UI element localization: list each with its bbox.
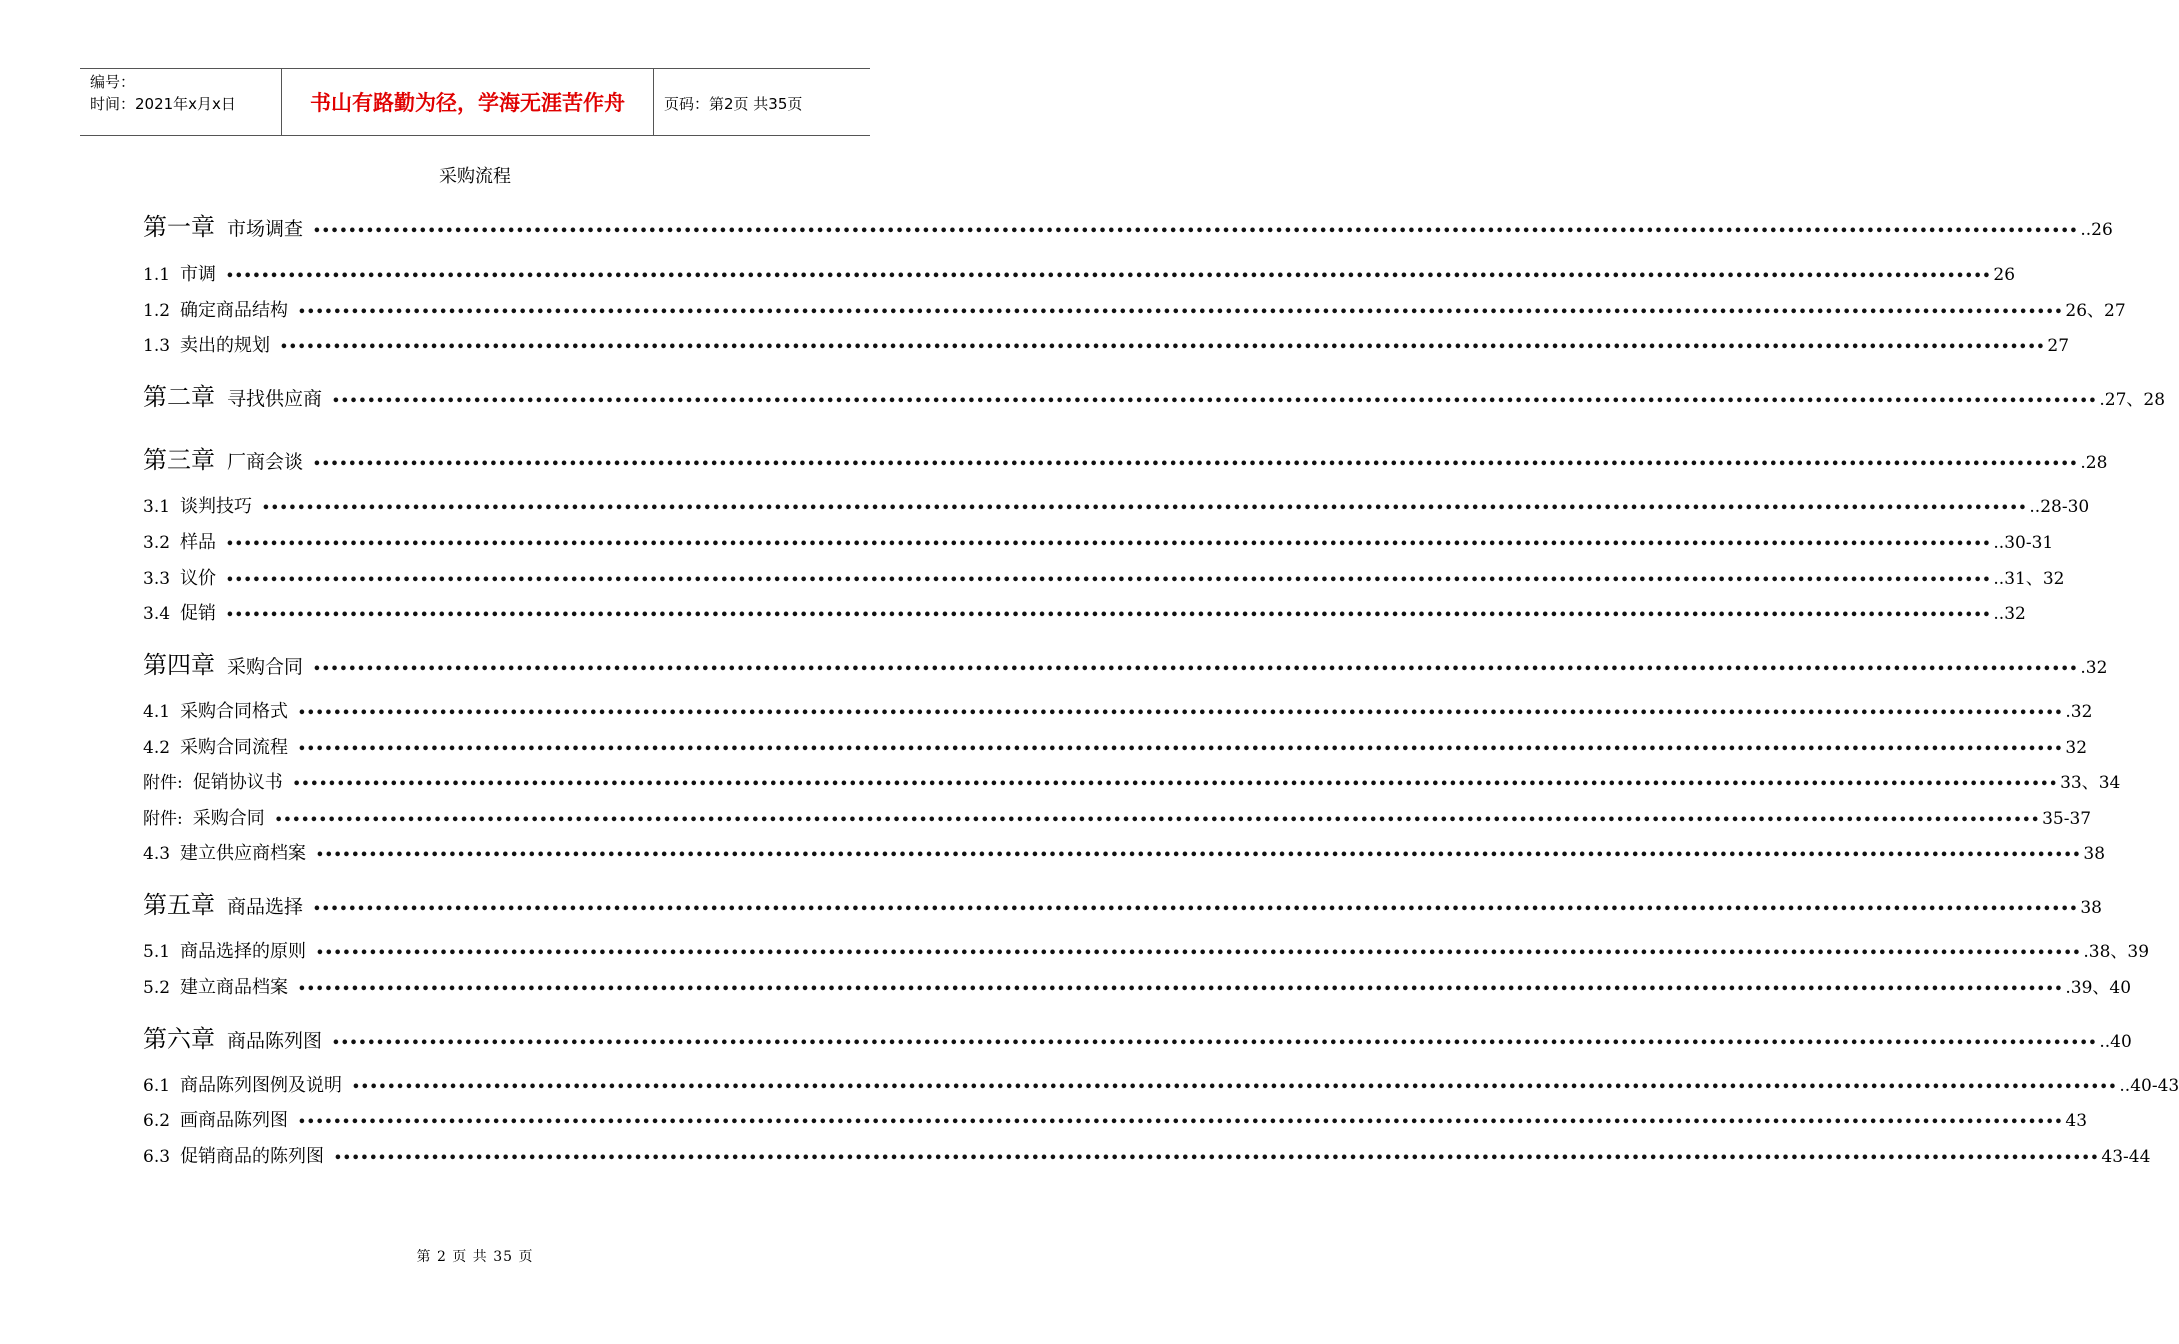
toc-page-number: ..31、32 (1993, 569, 2065, 589)
toc-entry-label (143, 1019, 322, 1054)
page-footer: 第 2 页 共 35 页 (416, 1249, 534, 1265)
toc-dot-leader: •••••••••••••••••••••••••••••••••••••••••••••••••••••••••••••••••••••••••••••••••••••••••••••••••••••••••••••••••••••••••••••••••••••••••••••••••••••••••••••••••••••••••••••••••••••••••••••••••••••••• (334, 1151, 2100, 1166)
toc-section-entry (143, 768, 2121, 794)
toc-dot-leader: •••••••••••••••••••••••••••••••••••••••••••••••••••••••••••••••••••••••••••••••••••••••••••••••••••••••••••••••••••••••••••••••••••••••••••••••••••••••••••••••••••••••••••••••••••••••••••••••••••••••• (313, 902, 2079, 917)
toc-chapter-entry (143, 885, 2102, 920)
toc-section-entry (143, 733, 2088, 759)
toc-chapter-title: 采购合同 (227, 656, 304, 678)
header-motto: 书山有路勤为径，学海无涯苦作舟 (310, 90, 625, 115)
toc-section-number: 3.1 (143, 497, 171, 517)
toc-section-title: 谈判技巧 (180, 496, 253, 517)
toc-page-number: ..40-43 (2119, 1076, 2179, 1096)
toc-page-number: 38 (2083, 844, 2106, 864)
toc-chapter-entry (143, 207, 2113, 242)
toc-chapter-entry (143, 645, 2108, 680)
toc-dot-leader: •••••••••••••••••••••••••••••••••••••••••••••••••••••••••••••••••••••••••••••••••••••••••••••••••••••••••••••••••••••••••••••••••••••••••••••••••••••••••••••••••••••••••••••••••••••••••••••••••••••••• (352, 1080, 2118, 1095)
toc-section-title: 商品陈列图例及说明 (180, 1075, 343, 1096)
toc-page-number: 26 (1993, 265, 2016, 285)
toc-section-title: 促销协议书 (192, 772, 283, 793)
toc-section-title: 画商品陈列图 (180, 1110, 289, 1131)
toc-section-number: 附件: (143, 773, 183, 793)
toc-entry-label (143, 331, 270, 357)
toc-section-title: 建立商品档案 (180, 977, 289, 998)
toc-chapter-entry (143, 1019, 2132, 1054)
toc-entry-label (143, 645, 303, 680)
header-divider (653, 69, 654, 135)
toc-page-number: .39、40 (2065, 978, 2132, 998)
toc-section-entry (143, 973, 2132, 999)
toc-entry-label (143, 599, 216, 625)
toc-chapter-number: 第二章 (143, 383, 215, 411)
toc-page-number: .28 (2080, 453, 2108, 473)
toc-dot-leader: •••••••••••••••••••••••••••••••••••••••••••••••••••••••••••••••••••••••••••••••••••••••••••••••••••••••••••••••••••••••••••••••••••••••••••••••••••••••••••••••••••••••••••••••••••••••••••••••••••••••• (292, 777, 2059, 792)
toc-dot-leader: •••••••••••••••••••••••••••••••••••••••••••••••••••••••••••••••••••••••••••••••••••••••••••••••••••••••••••••••••••••••••••••••••••••••••••••••••••••••••••••••••••••••••••••••••••••••••••••••••••••••• (280, 340, 2046, 355)
toc-section-entry (143, 697, 2093, 723)
toc-entry-label (143, 1142, 324, 1168)
toc-section-title: 建立供应商档案 (180, 843, 307, 864)
toc-dot-leader: •••••••••••••••••••••••••••••••••••••••••••••••••••••••••••••••••••••••••••••••••••••••••••••••••••••••••••••••••••••••••••••••••••••••••••••••••••••••••••••••••••••••••••••••••••••••••••••••••••••••• (298, 742, 2064, 757)
toc-section-number: 1.2 (143, 301, 171, 321)
toc-entry-label (143, 804, 265, 830)
toc-chapter-entry (143, 440, 2108, 475)
header-page-info: 页码：第2页 共35页 (664, 95, 803, 113)
toc-section-title: 市调 (180, 264, 217, 285)
toc-page-number: ..40 (2099, 1032, 2132, 1052)
toc-section-title: 议价 (180, 568, 217, 589)
toc-dot-leader: •••••••••••••••••••••••••••••••••••••••••••••••••••••••••••••••••••••••••••••••••••••••••••••••••••••••••••••••••••••••••••••••••••••••••••••••••••••••••••••••••••••••••••••••••••••••••••••••••••••••• (226, 608, 1992, 623)
toc-page-number: ..26 (2080, 220, 2113, 240)
toc-dot-leader: •••••••••••••••••••••••••••••••••••••••••••••••••••••••••••••••••••••••••••••••••••••••••••••••••••••••••••••••••••••••••••••••••••••••••••••••••••••••••••••••••••••••••••••••••••••••••••••••••••••••• (274, 813, 2041, 828)
toc-dot-leader: •••••••••••••••••••••••••••••••••••••••••••••••••••••••••••••••••••••••••••••••••••••••••••••••••••••••••••••••••••••••••••••••••••••••••••••••••••••••••••••••••••••••••••••••••••••••••••••••••••••••• (316, 848, 2082, 863)
toc-section-entry (143, 804, 2092, 830)
toc-page-number: 35-37 (2042, 809, 2092, 829)
toc-dot-leader: •••••••••••••••••••••••••••••••••••••••••••••••••••••••••••••••••••••••••••••••••••••••••••••••••••••••••••••••••••••••••••••••••••••••••••••••••••••••••••••••••••••••••••••••••••••••••••••••••••••••• (313, 662, 2079, 677)
toc-entry-label (143, 528, 216, 554)
toc-page-number: .32 (2080, 658, 2108, 678)
toc-section-entry (143, 331, 2070, 357)
toc-page-number: .32 (2065, 702, 2093, 722)
toc-section-number: 1.3 (143, 336, 171, 356)
toc-dot-leader: •••••••••••••••••••••••••••••••••••••••••••••••••••••••••••••••••••••••••••••••••••••••••••••••••••••••••••••••••••••••••••••••••••••••••••••••••••••••••••••••••••••••••••••••••••••••••••••••••••••••• (298, 305, 2064, 320)
toc-entry-label (143, 492, 252, 518)
toc-entry-label (143, 733, 288, 759)
toc-chapter-title: 市场调查 (227, 218, 304, 240)
toc-section-number: 3.4 (143, 604, 171, 624)
toc-section-title: 采购合同 (192, 808, 265, 829)
toc-page-number: ..30-31 (1993, 533, 2054, 553)
toc-entry-label (143, 1106, 288, 1132)
toc-chapter-number: 第三章 (143, 446, 215, 474)
toc-dot-leader: •••••••••••••••••••••••••••••••••••••••••••••••••••••••••••••••••••••••••••••••••••••••••••••••••••••••••••••••••••••••••••••••••••••••••••••••••••••••••••••••••••••••••••••••••••••••••••••••••••••••• (226, 537, 1992, 552)
toc-section-entry (143, 260, 2016, 286)
toc-section-number: 4.1 (143, 702, 171, 722)
toc-entry-label (143, 1071, 342, 1097)
toc-chapter-title: 厂商会谈 (227, 451, 304, 473)
toc-page-number: 43-44 (2101, 1147, 2151, 1167)
header-time-label: 时间：2021年x月x日 (90, 95, 236, 113)
toc-entry-label (143, 440, 303, 475)
toc-section-number: 4.3 (143, 844, 171, 864)
toc-chapter-title: 商品陈列图 (227, 1030, 323, 1052)
toc-entry-label (143, 973, 288, 999)
toc-dot-leader: •••••••••••••••••••••••••••••••••••••••••••••••••••••••••••••••••••••••••••••••••••••••••••••••••••••••••••••••••••••••••••••••••••••••••••••••••••••••••••••••••••••••••••••••••••••••••••••••••••••••• (226, 573, 1992, 588)
toc-section-entry (143, 1142, 2151, 1168)
toc-section-title: 采购合同格式 (180, 701, 289, 722)
toc-chapter-number: 第六章 (143, 1025, 215, 1053)
toc-section-number: 1.1 (143, 265, 171, 285)
toc-entry-label (143, 697, 288, 723)
toc-section-title: 确定商品结构 (180, 300, 289, 321)
toc-section-entry (143, 1106, 2088, 1132)
toc-dot-leader: •••••••••••••••••••••••••••••••••••••••••••••••••••••••••••••••••••••••••••••••••••••••••••••••••••••••••••••••••••••••••••••••••••••••••••••••••••••••••••••••••••••••••••••••••••••••••••••••••••••••• (332, 394, 2098, 409)
toc-page-number: 27 (2047, 336, 2070, 356)
toc-section-entry (143, 296, 2126, 322)
toc-page-number: 33、34 (2060, 773, 2121, 793)
toc-entry-label (143, 937, 306, 963)
toc-section-number: 5.1 (143, 942, 171, 962)
toc-entry-label (143, 296, 288, 322)
page-header (80, 68, 870, 136)
header-number-label: 编号： (90, 73, 136, 91)
toc-chapter-number: 第一章 (143, 213, 215, 241)
toc-section-title: 卖出的规划 (180, 335, 271, 356)
toc-page-number: .27、28 (2099, 390, 2166, 410)
toc-chapter-title: 寻找供应商 (227, 388, 323, 410)
toc-section-entry (143, 839, 2106, 865)
document-title: 采购流程 (439, 166, 511, 187)
toc-entry-label (143, 885, 303, 920)
toc-page-number: 38 (2080, 898, 2102, 918)
toc-section-title: 促销商品的陈列图 (180, 1146, 325, 1167)
toc-page-number: ..28-30 (2029, 497, 2090, 517)
toc-section-entry (143, 492, 2090, 518)
toc-entry-label (143, 768, 283, 794)
toc-section-entry (143, 1071, 2179, 1097)
toc-entry-label (143, 260, 216, 286)
toc-section-entry (143, 528, 2054, 554)
toc-dot-leader: •••••••••••••••••••••••••••••••••••••••••••••••••••••••••••••••••••••••••••••••••••••••••••••••••••••••••••••••••••••••••••••••••••••••••••••••••••••••••••••••••••••••••••••••••••••••••••••••••••••••• (313, 224, 2079, 239)
toc-section-number: 4.2 (143, 738, 171, 758)
toc-section-title: 采购合同流程 (180, 737, 289, 758)
toc-page-number: 32 (2065, 738, 2088, 758)
toc-section-title: 促销 (180, 603, 217, 624)
toc-entry-label (143, 564, 216, 590)
toc-page-number: ..32 (1993, 604, 2026, 624)
toc-chapter-title: 商品选择 (227, 896, 304, 918)
toc-page-number: 43 (2065, 1111, 2088, 1131)
toc-dot-leader: •••••••••••••••••••••••••••••••••••••••••••••••••••••••••••••••••••••••••••••••••••••••••••••••••••••••••••••••••••••••••••••••••••••••••••••••••••••••••••••••••••••••••••••••••••••••••••••••••••••••• (226, 269, 1992, 284)
toc-section-number: 3.2 (143, 533, 171, 553)
toc-dot-leader: •••••••••••••••••••••••••••••••••••••••••••••••••••••••••••••••••••••••••••••••••••••••••••••••••••••••••••••••••••••••••••••••••••••••••••••••••••••••••••••••••••••••••••••••••••••••••••••••••••••••• (262, 501, 2028, 516)
toc-section-number: 6.2 (143, 1111, 171, 1131)
toc-section-number: 6.1 (143, 1076, 171, 1096)
toc-section-title: 样品 (180, 532, 217, 553)
toc-entry-label (143, 207, 303, 242)
toc-section-number: 6.3 (143, 1147, 171, 1167)
toc-dot-leader: •••••••••••••••••••••••••••••••••••••••••••••••••••••••••••••••••••••••••••••••••••••••••••••••••••••••••••••••••••••••••••••••••••••••••••••••••••••••••••••••••••••••••••••••••••••••••••••••••••••••• (332, 1036, 2098, 1051)
toc-section-number: 3.3 (143, 569, 171, 589)
toc-chapter-number: 第四章 (143, 651, 215, 679)
toc-page-number: .38、39 (2083, 942, 2150, 962)
toc-chapter-entry (143, 377, 2166, 412)
toc-section-title: 商品选择的原则 (180, 941, 307, 962)
toc-dot-leader: •••••••••••••••••••••••••••••••••••••••••••••••••••••••••••••••••••••••••••••••••••••••••••••••••••••••••••••••••••••••••••••••••••••••••••••••••••••••••••••••••••••••••••••••••••••••••••••••••••••••• (298, 982, 2064, 997)
toc-dot-leader: •••••••••••••••••••••••••••••••••••••••••••••••••••••••••••••••••••••••••••••••••••••••••••••••••••••••••••••••••••••••••••••••••••••••••••••••••••••••••••••••••••••••••••••••••••••••••••••••••••••••• (316, 946, 2082, 961)
toc-section-number: 附件: (143, 809, 183, 829)
toc-chapter-number: 第五章 (143, 891, 215, 919)
toc-section-entry (143, 937, 2150, 963)
toc-dot-leader: •••••••••••••••••••••••••••••••••••••••••••••••••••••••••••••••••••••••••••••••••••••••••••••••••••••••••••••••••••••••••••••••••••••••••••••••••••••••••••••••••••••••••••••••••••••••••••••••••••••••• (298, 706, 2064, 721)
toc-section-number: 5.2 (143, 978, 171, 998)
toc-section-entry (143, 564, 2065, 590)
toc-page-number: 26、27 (2065, 301, 2126, 321)
toc-entry-label (143, 377, 322, 412)
toc-section-entry (143, 599, 2026, 625)
header-meta (90, 71, 236, 115)
toc-entry-label (143, 839, 306, 865)
toc-dot-leader: •••••••••••••••••••••••••••••••••••••••••••••••••••••••••••••••••••••••••••••••••••••••••••••••••••••••••••••••••••••••••••••••••••••••••••••••••••••••••••••••••••••••••••••••••••••••••••••••••••••••• (313, 457, 2079, 472)
toc-dot-leader: •••••••••••••••••••••••••••••••••••••••••••••••••••••••••••••••••••••••••••••••••••••••••••••••••••••••••••••••••••••••••••••••••••••••••••••••••••••••••••••••••••••••••••••••••••••••••••••••••••••••• (298, 1115, 2064, 1130)
